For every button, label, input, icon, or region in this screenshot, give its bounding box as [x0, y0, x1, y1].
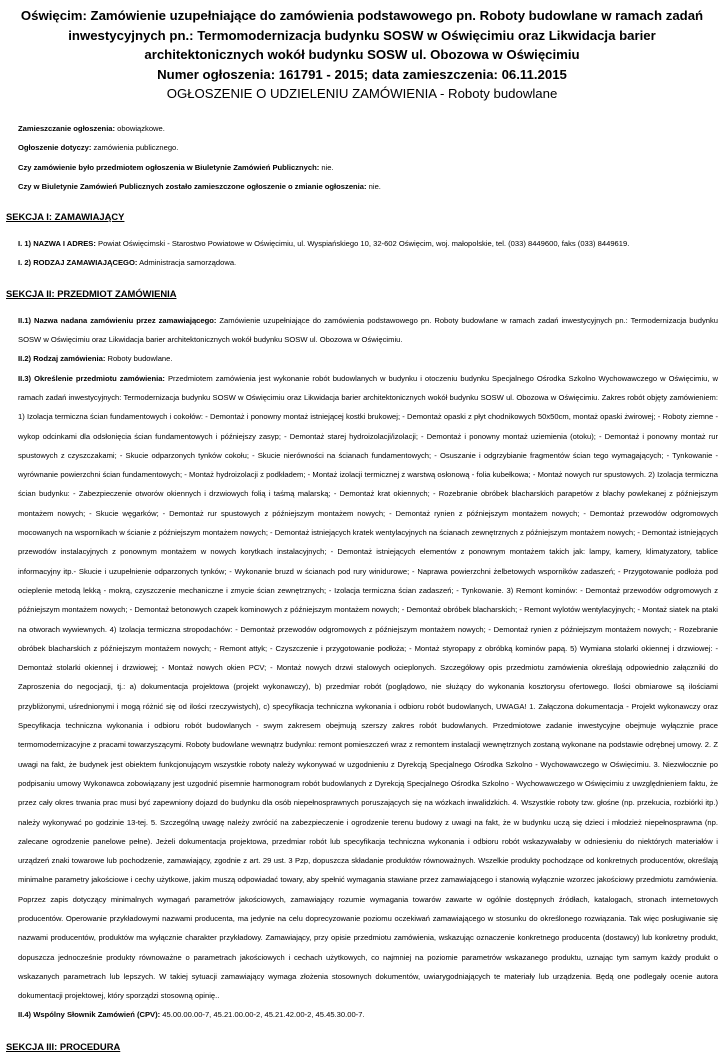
section-1-heading: SEKCJA I: ZAMAWIAJĄCY	[6, 211, 125, 223]
meta-line	[18, 138, 718, 157]
notice-title-text: Oświęcim: Zamówienie uzupełniające do zamówienia podstawowego pn. Roboty budowlane w ramach zadań inwestycyjnych pn.: Termomodernizacja budynku SOSW w Oświęcimiu oraz Likwidacja barier architektonicznych wokół budynku SOSW ul. Obozowa w Oświęcimiu	[20, 8, 704, 62]
notice-title	[14, 6, 710, 84]
section-3-heading: SEKCJA III: PROCEDURA	[6, 1040, 121, 1052]
meta-value: nie.	[319, 162, 334, 172]
item-label: II.3) Określenie przedmiotu zamówienia:	[18, 373, 165, 383]
item-label: I. 1) NAZWA I ADRES:	[18, 239, 96, 249]
notice-number-line: Numer ogłoszenia: 161791 - 2015; data zamieszczenia: 06.11.2015	[157, 66, 567, 82]
item-value: Przedmiotem zamówienia jest wykonanie robót budowlanych w budynku i otoczeniu budynku Specjalnego Ośrodka Szkolno Wychowawczego w Oświęcimiu, w ramach zadań inwestycyjnych: Termodernizacja budynku SOSW w Oświęcimiu oraz Likwidacja barier architektonicznych wokół budynku SOSW ul. Obozowa w Oświęcimiu. Zakres robót objęty zamówieniem: 1) Izolacja termiczna ścian fundamentowych i cokołów: - Demontaż i ponowny montaż istniejącej kostki brukowej; - Demontaż opaski z płyt chodnikowych 50x50cm, montaż opaski żwirowej; - Roboty ziemne - wykop odcinkami dla odsłonięcia ścian fundamentowych i późniejszy zasyp; - Demontaż starej hydroizolacji/izolacji; - Demontaż i ponowny montaż uziemienia (otoku); - Demontaż i ponowny montaż rur spustowych z czyszczakami; - Skucie odparzonych tynków cokołu; - Skucie nierówności na ścianach fundamentowych; - Osuszanie i odgrzybianie fragmentów ścian tego wymagających; - Tynkowanie - wyrównanie powierzchni ścian fundamentowych; - Montaż hydroizolacji z podkładem; - Montaż izolacji termicznej z warstwą osłonową - folia kubełkowa; - Montaż nowych rur spustowych. 2) Izolacja termiczna ścian budynku: - Zabezpieczenie otworów okiennych i drzwiowych folią i taśmą malarską; - Demontaż krat okiennych; - Rozebranie obróbek blacharskich parapetów z blachy powlekanej z późniejszym montażem nowych; - Skucie węgarków; - Demontaż rur spustowych z późniejszym montażem nowych; - Demontaż rynien z późniejszym montażem nowych; - Demontaż przewodów odgromowych mocowanych na wspornikach w ścianie z późniejszym montażem nowych; - Demontaż istniejących kratek wentylacyjnych na ścianach zewnętrznych z późniejszym montażem nowych; - Demontaż istniejących przewodów instalacyjnych z ponownym montażem w nowych korytkach instalacyjnych; - Demontaż istniejących elementów z ponownym montażem takich jak: lampy, kamery, klimatyzatory, tablice informacyjny itp.- Skucie i uzupełnienie odparzonych tynków; - Wykonanie bruzd w ścianach pod rury winidurowe; - Naprawa powierzchni żelbetowych wsporników zadaszeń; - Przygotowanie podłoża pod ocieplenie metodą lekką - mokrą, czyszczenie mechaniczne i zmycie ścian zewnętrznych; - Izolacja termiczna ścian zadaszeń; - Tynkowanie. 3) Remont kominów: - Demontaż przewodów odgromowych z późniejszym montażem nowych; - Demontaż betonowych czapek kominowych z późniejszym montażem nowych; - Demontaż obróbek blacharskich; - Remont wylotów wentylacyjnych; - Montaż siatek na ptaki na otworach wywiewnych. 4) Izolacja termiczna stropodachów: - Demontaż przewodów odgromowych z późniejszym montażem nowych; - Demontaż rynien z późniejszym montażem nowych; - Rozebranie obróbek blacharskich z późniejszym montażem nowych; - Remont attyk; - Czyszczenie i przygotowanie podłoża; - Montaż styropapy z obróbką kominów papą. 5) Wymiana stolarki okiennej i drzwiowej: - Demontaż stolarki okiennej i drzwiowej; - Montaż nowych okien PCV; - Montaż nowych drzwi stalowych ocieplonych. Szczegółowy opis przedmiotu zamówienia określają odpowiednio załączniki do Zaproszenia do negocjacji, tj.: a) dokumentacja projektowa (projekt wykonawczy), b) przedmiar robót (poglądowo, nie służący do wykonania kosztorysu ofertowego. Ilości obmiarowe są ilościami przybliżonymi, uśrednionymi i mogą różnić się od ilości rzeczywistych), c) specyfikacja techniczna wykonania i odbioru robót budowlanych, UWAGA! 1. Załączona dokumentacja - Projekt wykonawczy oraz Specyfikacja techniczna wykonania i odbioru robót budowlanych - swym zakresem obejmują szerszy zakres robót budowlanych. Przedmiotowe zadanie inwestycyjne obejmuje wyłącznie prace termomodernizacyjne z pracami towarzyszącymi. Roboty budowlane wewnątrz budynku: remont pomieszczeń wraz z remontem instalacji wewnętrznych zostaną wykonane na podstawie odrębnej umowy. 2. Z uwagi na fakt, że budynek jest obiektem funkcjonującym wszystkie roboty należy wykonywać w uzgodnieniu z Dyrekcją Specjalnego Ośrodka Szkolno - Wychowawczego w Oświęcimiu. 3. Niezwłocznie po podpisaniu umowy Wykonawca zobowiązany jest uzgodnić pisemnie harmonogram robót budowlanych z Dyrekcją Specjalnego Ośrodka Szkolno - Wychowawczego w Oświęcimiu z uwzględnieniem faktu, że przez cały okres trwania prac musi być zapewniony dojazd do budynku dla osób niepełnosprawnych poruszających się na wózkach inwalidzkich. 4. Wszystkie roboty tzw. głośne (np. przekucia, rozbiórki itp.) należy wykonywać po godzinie 13-tej. 5. Szczególną uwagę należy zwrócić na zabezpieczenie i ogrodzenie terenu budowy z uwagi na fakt, że w budynku uczą się dzieci i młodzież niepełnosprawna (np. zalecane ogrodzenie panelowe pełne). Jeżeli dokumentacja projektowa, przedmiar robót lub specyfikacja techniczna wykonania i odbioru robót wskazywałaby w odniesieniu do niektórych materiałów i urządzeń znaki towarowe lub pochodzenie, zamawiający, zgodnie z art. 29 ust. 3 Pzp, dopuszcza składanie produktów równoważnych. Wszelkie produkty pochodzące od konkretnych producentów, określają minimalne parametry jakościowe i cechy użytkowe, jakim muszą odpowiadać towary, aby spełnić wymagania stawiane przez zamawiającego i stanowią wyłącznie wzorzec jakościowy przedmiotu zamówienia. Poprzez zapis dotyczący minimalnych wymagań parametrów jakościowych, zamawiający rozumie wymagania towarów zawarte w ogólnie dostępnych źródłach, katalogach, stronach internetowych producentów. Operowanie przykładowymi nazwami producenta, ma jedynie na celu doprecyzowanie poziomu oczekiwań zamawiającego w stosunku do określonego rozwiązania. Tak więc posługiwanie się nazwami producentów, produktów ma wyłącznie charakter przykładowy. Zamawiający, przy opisie przedmiotu zamówienia, wskazując oznaczenie konkretnego producenta (dostawcy) lub konkretny produkt, dopuszcza jednocześnie produkty równoważne o parametrach jakościowych i cechach użytkowych, co najmniej na poziomie parametrów wskazanego produktu, uznając tym samym każdy produkt o wskazanych parametrach lub lepszych. W takiej sytuacji zamawiający wymaga złożenia stosownych dokumentów, uwiarygodniających te materiały lub urządzenia. Będą one podlegały ocenie autora dokumentacji projektowej, który sporządzi stosowną opinię..	[18, 373, 718, 1001]
meta-value: obowiązkowe.	[115, 124, 165, 133]
meta-label: Ogłoszenie dotyczy:	[18, 143, 92, 153]
item-label: II.4) Wspólny Słownik Zamówień (CPV):	[18, 1010, 161, 1020]
item-value: Zamówienie uzupełniające do zamówienia podstawowego pn. Roboty budowlane w ramach zadań inwestycyjnych pn.: Termodernizacja budynku SOSW w Oświęcimiu oraz Likwidacja barier architektonicznych wokół budynku SOSW ul. Obozowa w Oświęcimiu.	[18, 315, 718, 345]
meta-label: Czy zamówienie było przedmiotem ogłoszenia w Biuletynie Zamówień Publicznych:	[18, 162, 320, 172]
section-1-body	[18, 234, 718, 273]
section-1-item	[18, 253, 718, 272]
section-2-item	[18, 369, 718, 1006]
meta-value: nie.	[366, 181, 381, 191]
meta-value: zamówienia publicznego.	[91, 143, 179, 153]
section-2-body	[18, 311, 718, 1025]
item-value: Roboty budowlane.	[105, 354, 173, 364]
notice-page	[0, 6, 724, 1052]
section-2-item	[18, 1005, 718, 1024]
notice-meta	[18, 119, 718, 196]
meta-label: Czy w Biuletynie Zamówień Publicznych zostało zamieszczone ogłoszenie o zmianie ogłoszenia:	[18, 181, 367, 191]
notice-subtitle: OGŁOSZENIE O UDZIELENIU ZAMÓWIENIA - Roboty budowlane	[166, 86, 558, 101]
item-value: Administracja samorządowa.	[137, 258, 237, 268]
section-2-item	[18, 349, 718, 368]
section-2-heading: SEKCJA II: PRZEDMIOT ZAMÓWIENIA	[6, 287, 177, 299]
item-value: Powiat Oświęcimski - Starostwo Powiatowe w Oświęcimiu, ul. Wyspiańskiego 10, 32-602 Oświęcim, woj. małopolskie, tel. (033) 8449600, faks (033) 8449619.	[95, 239, 630, 249]
item-label: II.2) Rodzaj zamówienia:	[18, 354, 106, 364]
item-value: 45.00.00.00-7, 45.21.00.00-2, 45.21.42.00-2, 45.45.30.00-7.	[160, 1010, 365, 1020]
section-2-item	[18, 311, 718, 350]
item-label: II.1) Nazwa nadana zamówieniu przez zamawiającego:	[18, 315, 217, 325]
meta-line	[18, 177, 718, 196]
meta-line	[18, 119, 718, 138]
section-1-item	[18, 234, 718, 253]
item-label: I. 2) RODZAJ ZAMAWIAJĄCEGO:	[18, 258, 138, 268]
meta-label: Zamieszczanie ogłoszenia:	[18, 124, 116, 133]
meta-line	[18, 158, 718, 177]
